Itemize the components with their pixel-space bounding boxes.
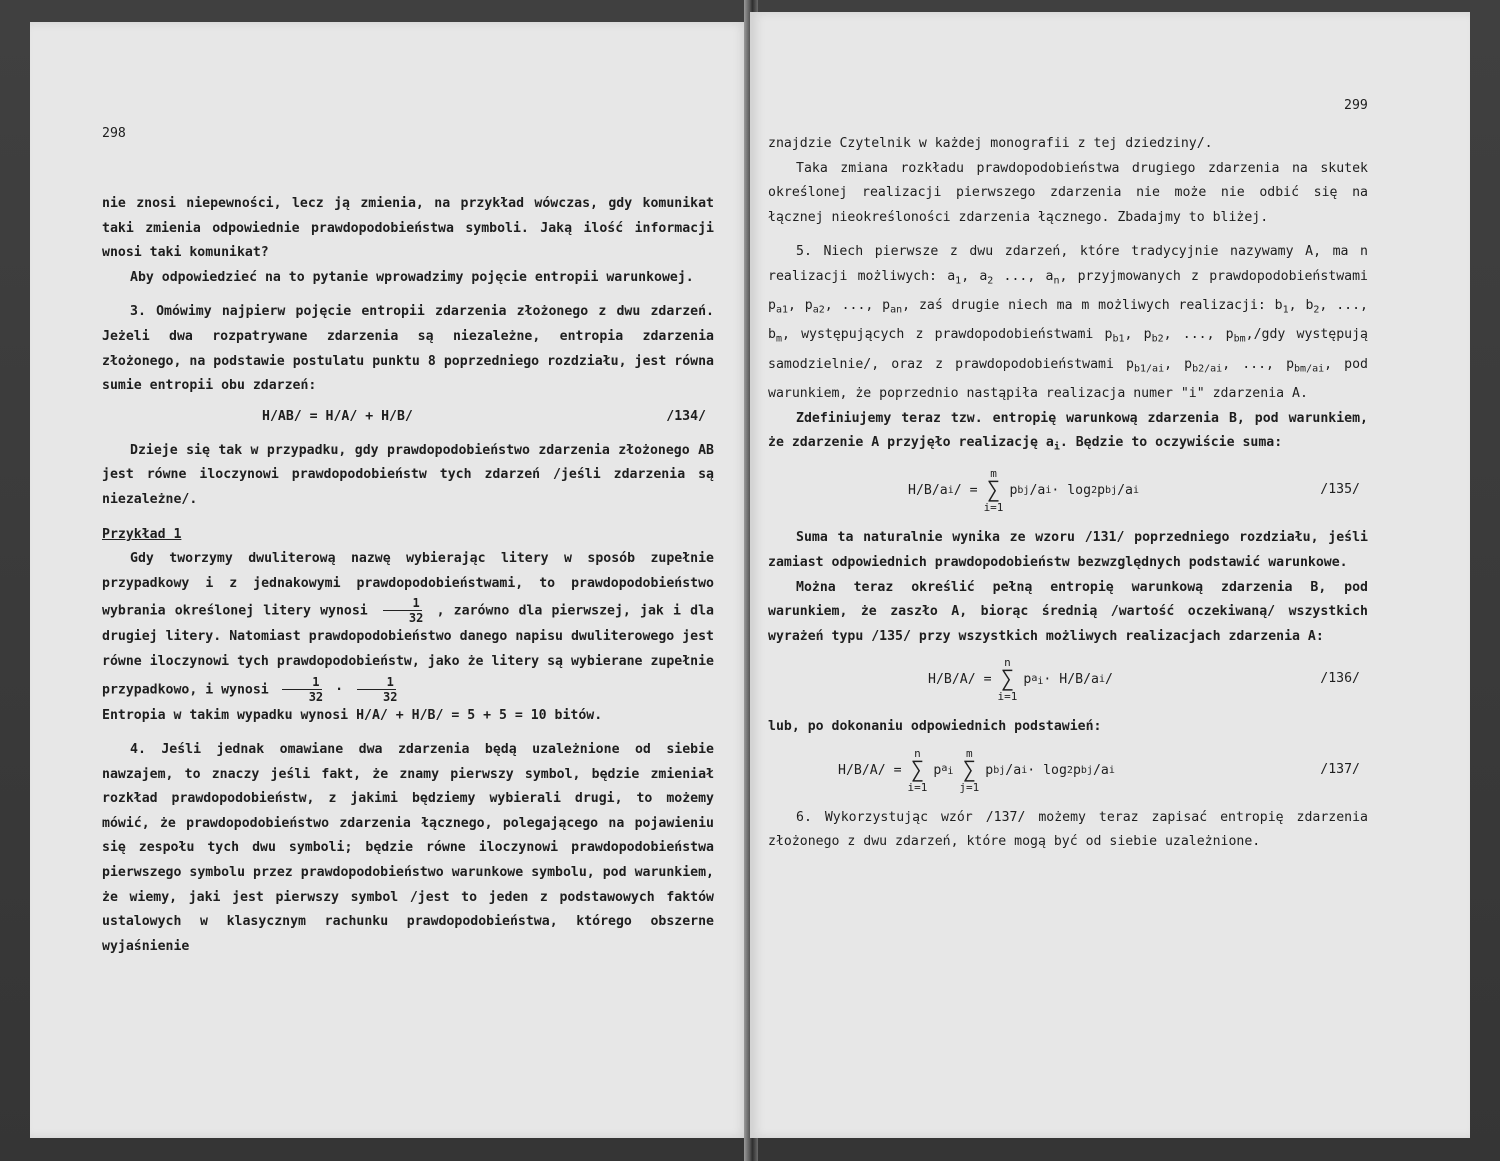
example-heading: Przykład 1 xyxy=(102,526,182,542)
sum-symbol: m ∑ i=1 xyxy=(983,467,1004,515)
paragraph: 5. Niech pierwsze z dwu zdarzeń, które tradycyjnie nazywamy A, ma n realizacji możliwych: $a_1$, $a_2$ ..., $a_n$, przyjmowanych z prawdopodobieństwami $p_{a1}$, $p_{a2}$, ..., $p_{an}$, zaś drugie niech ma m możliwych realizacji: $b_1$, $b_2$, ..., $b_m$, występujących z prawdopodobieństwami $p_{b1}$, $p_{b2}$, ..., $p_{bm}$,/gdy występują samodzielnie/, oraz z prawdopodobieństwami $p_{b1/ai}$, $p_{b2/ai}$, ..., $p_{bm/ai}$, pod warunkiem, że poprzednio nastąpiła realizacja numer "i" zdarzenia A. xyxy=(768,244,1368,401)
equation-135 xyxy=(768,464,1368,518)
left-page-text xyxy=(102,192,714,959)
paragraph-part: Zdefiniujemy teraz tzw. entropię warunkową zdarzenia B, pod warunkiem, że zdarzenie A przyjęło realizację a xyxy=(768,410,1368,451)
paragraph: nie znosi niepewności, lecz ją zmienia, na przykład wówczas, gdy komunikat taki zmienia odpowiednie prawdopodobieństwa symboli. Jaką ilość informacji wnosi taki komunikat? xyxy=(102,196,714,261)
right-page xyxy=(750,12,1470,1138)
fraction xyxy=(381,596,423,625)
paragraph-part: ,/gdy występują samodzielnie/, oraz z prawdopodobieństwami p xyxy=(768,327,1368,372)
paragraph-part: , pod warunkiem, że poprzednio nastąpiła realizacja numer "i" zdarzenia A. xyxy=(768,356,1368,401)
equation-body: H/B/a i / = m ∑ i=1 p bj /a i · log 2 p bj /a i xyxy=(908,467,1140,515)
paragraph-part: . Będzie to oczywiście suma: xyxy=(1059,435,1283,451)
equation-number: /136/ xyxy=(1320,671,1360,687)
fraction xyxy=(355,675,397,704)
paragraph: 3. Omówimy najpierw pojęcie entropii zdarzenia złożonego z dwu zdarzeń. Jeżeli dwa rozpatrywane zdarzenia są niezależne, entropia zdarzenia złożonego, na podstawie postulatu punktu 8 poprzedniego rozdziału, jest równa sumie entropii obu zdarzeń: xyxy=(102,304,714,394)
equation-number: /134/ xyxy=(666,408,706,424)
multiplication-dot: · xyxy=(335,682,344,697)
fraction-denominator: 32 xyxy=(308,689,324,704)
equation-number: /135/ xyxy=(1320,482,1360,498)
paragraph: 6. Wykorzystując wzór /137/ możemy teraz zapisać entropię zdarzenia złożonego z dwu zdarzeń, które mogą być od siebie uzależnione. xyxy=(768,809,1368,850)
paragraph: Taka zmiana rozkładu prawdopodobieństwa drugiego zdarzenia na skutek określonej realizacji pierwszego zdarzenia nie może nie odbić się na łącznej nieokreśloności zdarzenia łącznego. Zbadajmy to bliżej. xyxy=(768,160,1368,225)
left-page xyxy=(30,22,748,1138)
paragraph: Entropia w takim wypadku wynosi H/A/ + H/B/ = 5 + 5 = 10 bitów. xyxy=(102,707,603,723)
paragraph: Aby odpowiedzieć na to pytanie wprowadzimy pojęcie entropii warunkowej. xyxy=(130,269,694,285)
paragraph-part: Gdy tworzymy dwuliterową nazwę wybierając litery w sposób zupełnie przypadkowy i z jednakowymi prawdopodobieństwami, to prawdopodobieństwo wybrania określonej litery wynosi xyxy=(102,551,714,619)
paragraph: lub, po dokonaniu odpowiednich podstawień: xyxy=(768,719,1102,735)
fraction-denominator: 32 xyxy=(408,611,424,626)
paragraph-part: , zarówno dla pierwszej, jak i dla drugiej litery. Natomiast prawdopodobieństwo danego napisu dwuliterowego jest równe iloczynowi tych prawdopodobieństw, jako że litery są wybierane zupełnie przypadkowo, i wynosi xyxy=(102,603,714,697)
equation-lhs: H/B/A/ = xyxy=(838,762,902,778)
sum-symbol: m ∑ j=1 xyxy=(959,746,980,794)
paragraph: Można teraz określić pełną entropię warunkową zdarzenia B, pod warunkiem, że zaszło A, biorąc średnią /wartość oczekiwaną/ wszystkich wyrażeń typu /135/ przy wszystkich możliwych realizacjach zdarzenia A: xyxy=(768,579,1368,644)
equation-136 xyxy=(768,653,1368,707)
paragraph xyxy=(102,547,714,703)
equation-body: H/AB/ = H/A/ + H/B/ xyxy=(262,408,413,424)
equation-body: H/B/A/ = n ∑ i=1 p $a_i$ · H/B/a i / xyxy=(928,656,1113,704)
paragraph: Zdefiniujemy teraz tzw. entropię warunkową zdarzenia B, pod warunkiem, że zdarzenie A przyjęło realizację $a_i$. Będzie to oczywiście suma: xyxy=(768,410,1368,453)
fraction-numerator: 1 xyxy=(357,675,396,690)
equation-body: H/B/A/ = n ∑ i=1 p $a_i$ m ∑ j=1 p bj /a i · log 2 p bj /a i xyxy=(838,746,1115,794)
page-number: 298 xyxy=(102,126,126,141)
fraction-numerator: 1 xyxy=(282,675,321,690)
paragraph: Dzieje się tak w przypadku, gdy prawdopodobieństwo zdarzenia złożonego AB jest równe iloczynowi prawdopodobieństw tych zdarzeń /jeśli zdarzenia są niezależne/. xyxy=(102,442,714,507)
equation-137 xyxy=(768,744,1368,798)
equation-number: /137/ xyxy=(1320,761,1360,777)
paragraph: Suma ta naturalnie wynika ze wzoru /131/ poprzedniego rozdziału, jeśli zamiast odpowiednich prawdopodobieństw bezwzględnych podstawić warunkowe. xyxy=(768,530,1368,570)
right-page-text xyxy=(768,132,1368,855)
page-number: 299 xyxy=(1344,98,1368,113)
paragraph-part: , przyjmowanych z prawdopodobieństwami p xyxy=(768,268,1368,314)
fraction xyxy=(281,675,323,704)
paragraph-part: , występujących z prawdopodobieństwami p xyxy=(781,327,1113,343)
fraction-numerator: 1 xyxy=(383,596,422,611)
paragraph: znajdzie Czytelnik w każdej monografii z tej dziedziny/. xyxy=(768,136,1213,151)
fraction-denominator: 32 xyxy=(383,689,398,704)
paragraph-part: , zaś drugie niech ma m możliwych realizacji: b xyxy=(902,298,1283,314)
equation-lhs: H/B/a xyxy=(908,483,948,499)
equation-134 xyxy=(102,401,714,433)
paragraph-part: 5. Niech pierwsze z dwu zdarzeń, które tradycyjnie nazywamy A, ma n realizacji możliwych: a xyxy=(768,244,1368,284)
sum-symbol: n ∑ i=1 xyxy=(997,656,1018,704)
sum-symbol: n ∑ i=1 xyxy=(907,746,928,794)
paragraph: 4. Jeśli jednak omawiane dwa zdarzenia będą uzależnione od siebie nawzajem, to znaczy jeśli fakt, że znamy pierwszy symbol, będzie zmieniał rozkład prawdopodobieństw, z jakimi będziemy wybierali drugi, to możemy mówić, że prawdopodobieństwo zdarzenia łącznego, polegającego na pojawieniu się zespołu tych dwu symboli; będzie równe iloczynowi prawdopodobieństwa pierwszego symbolu przez prawdopodobieństwo warunkowe symbolu, pod warunkiem, że wiemy, jaki jest pierwszy symbol /jest to jeden z podstawowych faktów ustalowych w klasycznym rachunku prawdopodobieństwa, którego obszerne wyjaśnienie xyxy=(102,742,714,954)
equation-lhs: H/B/A/ = xyxy=(928,672,992,687)
